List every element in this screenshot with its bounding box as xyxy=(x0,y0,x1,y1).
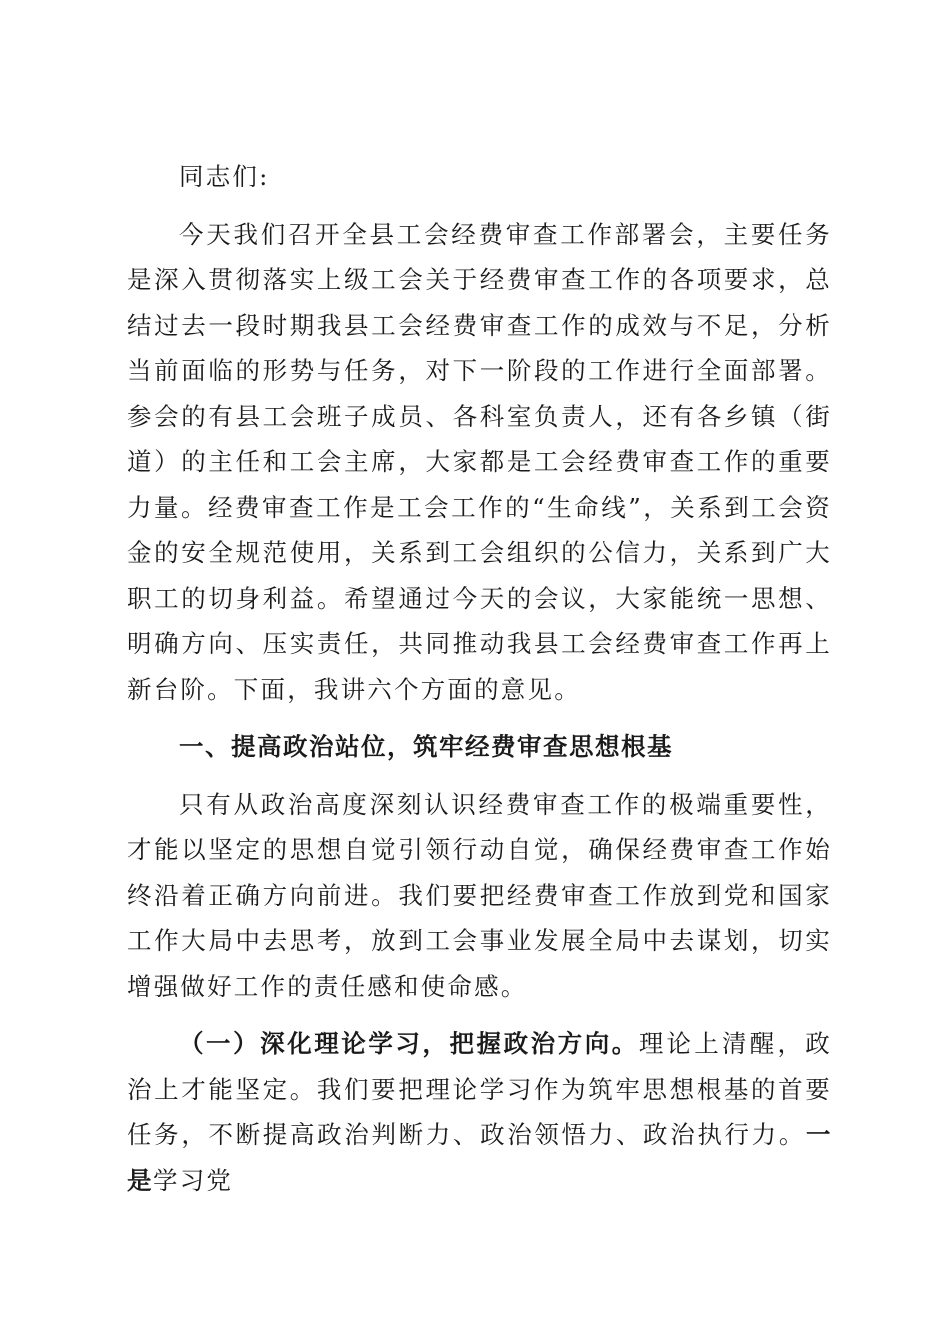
subsection-1-title: （一）深化理论学习，把握政治方向。 xyxy=(179,1029,639,1058)
subsection-1-paragraph xyxy=(127,1021,832,1203)
subsection-1-body: 理论上清醒，政治上才能坚定。我们要把理论学习作为筑牢思想根基的首要任务，不断提高政治判断力、政治领悟力、政治执行力。 xyxy=(127,1029,832,1149)
point-body-1: 学习党 xyxy=(153,1165,234,1195)
section-1-paragraph: 只有从政治高度深刻认识经费审查工作的极端重要性，才能以坚定的思想自觉引领行动自觉，确保经费审查工作始终沿着正确方向前进。我们要把经费审查工作放到党和国家工作大局中去思考，放到工会事业发展全局中去谋划，切实增强做好工作的责任感和使命感。 xyxy=(127,789,832,1001)
document-body xyxy=(127,154,832,1215)
salutation: 同志们: xyxy=(179,162,270,191)
section-heading-1: 一、提高政治站位，筑牢经费审查思想根基 xyxy=(179,732,673,761)
intro-paragraph: 今天我们召开全县工会经费审查工作部署会，主要任务是深入贯彻落实上级工会关于经费审查工作的各项要求，总结过去一段时期我县工会经费审查工作的成效与不足，分析当前面临的形势与任务，对下一阶段的工作进行全面部署。参会的有县工会班子成员、各科室负责人，还有各乡镇（街道）的主任和工会主席，大家都是工会经费审查工作的重要力量。经费审查工作是工会工作的“生命线”，关系到工会资金的安全规范使用，关系到工会组织的公信力，关系到广大职工的切身利益。希望通过今天的会议，大家能统一思想、明确方向、压实责任，共同推动我县工会经费审查工作再上新台阶。下面，我讲六个方面的意见。 xyxy=(127,219,832,704)
point-label-1: 一是 xyxy=(127,1120,832,1195)
